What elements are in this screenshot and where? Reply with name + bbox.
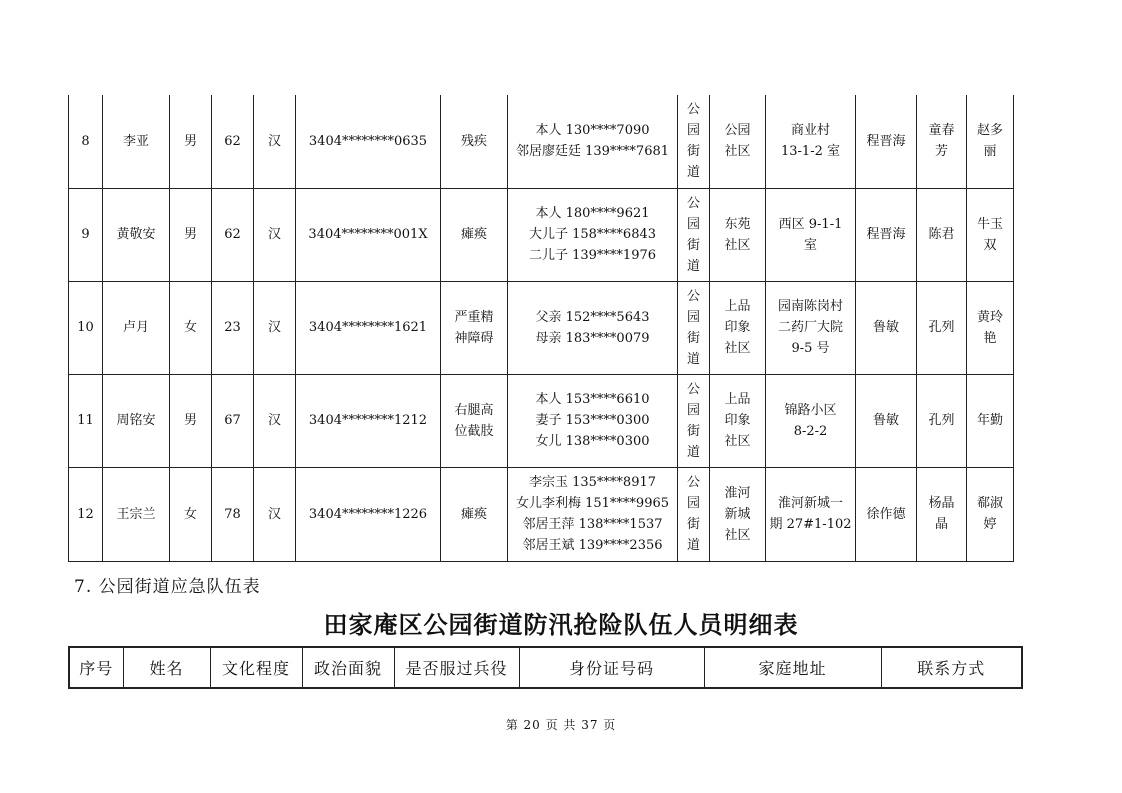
responsible-person-2 <box>917 188 967 281</box>
sex: 男 <box>170 188 212 281</box>
community-line: 新城 <box>724 506 751 522</box>
contacts-line: 妻子 153****0300 <box>535 413 650 428</box>
person-name: 黄敬安 <box>103 188 170 281</box>
community-line: 社区 <box>724 341 751 356</box>
responsible-person-3 <box>967 95 1014 188</box>
condition-line: 严重精 <box>454 309 494 325</box>
condition-line: 位截肢 <box>454 423 494 439</box>
contacts <box>508 467 678 561</box>
condition-line: 残疾 <box>460 133 487 149</box>
sex: 女 <box>170 467 212 561</box>
id-number: 3404********001X <box>296 188 441 281</box>
street-text: 公园街道 <box>686 102 700 181</box>
row-number: 9 <box>69 188 103 281</box>
street-text: 公园街道 <box>686 381 700 460</box>
responsible-person-3-line: 婷 <box>983 517 997 532</box>
contacts-line: 邻居廖廷廷 139****7681 <box>515 144 670 160</box>
street-text: 公园街道 <box>686 288 700 367</box>
row-number: 11 <box>69 374 103 467</box>
condition <box>441 95 508 188</box>
community-line: 东苑 <box>724 216 751 232</box>
ethnicity: 汉 <box>254 374 296 467</box>
responsible-person-1: 程晋海 <box>856 188 917 281</box>
condition <box>441 188 508 281</box>
responsible-person-2 <box>917 95 967 188</box>
responsible-person-1: 程晋海 <box>856 95 917 188</box>
age: 62 <box>212 95 254 188</box>
responsible-person-2 <box>917 281 967 374</box>
address-line: 9-5 号 <box>791 341 830 356</box>
special-population-table <box>68 95 1014 562</box>
condition <box>441 467 508 561</box>
page-footer: 第 20 页 共 37 页 <box>505 718 617 732</box>
contacts-line: 大儿子 158****6843 <box>528 227 657 242</box>
row-number: 12 <box>69 467 103 561</box>
ethnicity: 汉 <box>254 188 296 281</box>
age: 62 <box>212 188 254 281</box>
community-line: 上品 <box>724 392 751 407</box>
responsible-person-3 <box>967 374 1014 467</box>
sex: 男 <box>170 374 212 467</box>
sex: 男 <box>170 95 212 188</box>
street <box>678 467 710 561</box>
sex: 女 <box>170 281 212 374</box>
ethnicity: 汉 <box>254 95 296 188</box>
responsible-person-3-line: 牛玉 <box>976 216 1003 232</box>
responsible-person-3-line: 双 <box>983 237 997 253</box>
address-line: 期 27#1-102 <box>769 517 852 532</box>
address-line: 二药厂大院 <box>777 320 843 335</box>
condition-line: 瘫痪 <box>460 506 487 522</box>
address-line: 室 <box>803 237 817 253</box>
condition <box>441 374 508 467</box>
community-line: 上品 <box>724 299 751 314</box>
responsible-person-1: 鲁敏 <box>856 281 917 374</box>
id-number: 3404********1621 <box>296 281 441 374</box>
responsible-person-3-line: 丽 <box>983 144 997 160</box>
responsible-person-2-line: 童春 <box>928 123 955 139</box>
community <box>710 95 766 188</box>
contacts-line: 本人 130****7090 <box>535 123 650 139</box>
community-line: 社区 <box>724 434 751 449</box>
community <box>710 467 766 561</box>
responsible-person-1: 鲁敏 <box>856 374 917 467</box>
community <box>710 374 766 467</box>
header-cell: 政治面貌 <box>302 647 394 688</box>
header-cell: 文化程度 <box>210 647 302 688</box>
community-line: 淮河 <box>724 485 751 501</box>
address <box>766 188 856 281</box>
row-number: 10 <box>69 281 103 374</box>
person-name: 李亚 <box>103 95 170 188</box>
responsible-person-2-line: 孔列 <box>928 413 955 428</box>
address-line: 8-2-2 <box>793 423 828 439</box>
person-name: 周铭安 <box>103 374 170 467</box>
person-name: 卢月 <box>103 281 170 374</box>
address-line: 商业村 <box>790 123 830 139</box>
section-heading: 7. 公园街道应急队伍表 <box>74 577 261 597</box>
responsible-person-3-line: 年勤 <box>976 413 1003 428</box>
contacts-line: 父亲 152****5643 <box>535 309 650 325</box>
ethnicity: 汉 <box>254 467 296 561</box>
age: 23 <box>212 281 254 374</box>
contacts-line: 母亲 183****0079 <box>535 330 650 346</box>
address <box>766 281 856 374</box>
condition-line: 神障碍 <box>454 330 494 346</box>
community-line: 公园 <box>724 123 751 139</box>
contacts <box>508 188 678 281</box>
id-number: 3404********0635 <box>296 95 441 188</box>
header-cell: 家庭地址 <box>704 647 881 688</box>
table-row <box>69 95 1014 188</box>
header-cell: 身份证号码 <box>519 647 704 688</box>
community-line: 社区 <box>724 237 751 253</box>
contacts-line: 二儿子 139****1976 <box>528 248 657 263</box>
community-line: 印象 <box>724 320 751 335</box>
address <box>766 95 856 188</box>
community-line: 社区 <box>724 144 751 160</box>
ethnicity: 汉 <box>254 281 296 374</box>
responsible-person-3 <box>967 467 1014 561</box>
contacts <box>508 374 678 467</box>
contacts-line: 邻居王斌 139****2356 <box>522 538 663 553</box>
responsible-person-3-line: 郗淑 <box>976 496 1003 511</box>
community-line: 印象 <box>724 413 751 428</box>
flood-team-table <box>68 646 1023 689</box>
responsible-person-2 <box>917 467 967 561</box>
contacts <box>508 95 678 188</box>
contacts-line: 女儿 138****0300 <box>535 434 650 449</box>
community <box>710 281 766 374</box>
responsible-person-3 <box>967 281 1014 374</box>
community-line: 社区 <box>724 527 751 543</box>
responsible-person-3 <box>967 188 1014 281</box>
responsible-person-2-line: 晶 <box>934 517 948 532</box>
address <box>766 467 856 561</box>
address-line: 13-1-2 室 <box>780 144 840 160</box>
header-cell: 联系方式 <box>881 647 1022 688</box>
responsible-person-3-line: 艳 <box>983 330 997 346</box>
responsible-person-3-line: 黄玲 <box>976 309 1003 325</box>
street <box>678 95 710 188</box>
responsible-person-1: 徐作德 <box>856 467 917 561</box>
community <box>710 188 766 281</box>
street <box>678 188 710 281</box>
address-line: 淮河新城一 <box>777 496 843 511</box>
table-row <box>69 281 1014 374</box>
contacts-line: 本人 153****6610 <box>535 392 650 407</box>
responsible-person-2-line: 孔列 <box>928 320 955 335</box>
address <box>766 374 856 467</box>
age: 67 <box>212 374 254 467</box>
street <box>678 281 710 374</box>
table-title: 田家庵区公园街道防汛抢险队伍人员明细表 <box>323 610 799 639</box>
table-row <box>69 188 1014 281</box>
id-number: 3404********1212 <box>296 374 441 467</box>
contacts-line: 李宗玉 135****8917 <box>528 475 657 490</box>
address-line: 西区 9-1-1 <box>778 216 843 232</box>
header-cell: 是否服过兵役 <box>394 647 519 688</box>
contacts <box>508 281 678 374</box>
header-row <box>69 647 1022 688</box>
street <box>678 374 710 467</box>
responsible-person-2-line: 陈君 <box>928 227 955 242</box>
address-line: 园南陈岗村 <box>777 299 843 314</box>
header-cell: 序号 <box>69 647 123 688</box>
table-row <box>69 374 1014 467</box>
responsible-person-2 <box>917 374 967 467</box>
condition-line: 瘫痪 <box>460 227 487 242</box>
street-text: 公园街道 <box>686 195 700 274</box>
responsible-person-2-line: 芳 <box>934 144 948 160</box>
table-row <box>69 467 1014 561</box>
condition-line: 右腿高 <box>454 402 494 418</box>
responsible-person-3-line: 赵多 <box>976 123 1003 139</box>
responsible-person-2-line: 杨晶 <box>928 496 955 511</box>
row-number: 8 <box>69 95 103 188</box>
contacts-line: 女儿李利梅 151****9965 <box>515 496 670 511</box>
address-line: 锦路小区 <box>784 402 837 418</box>
contacts-line: 本人 180****9621 <box>535 206 650 221</box>
header-cell: 姓名 <box>123 647 210 688</box>
person-name: 王宗兰 <box>103 467 170 561</box>
contacts-line: 邻居王萍 138****1537 <box>522 517 663 532</box>
age: 78 <box>212 467 254 561</box>
condition <box>441 281 508 374</box>
id-number: 3404********1226 <box>296 467 441 561</box>
street-text: 公园街道 <box>686 475 700 553</box>
